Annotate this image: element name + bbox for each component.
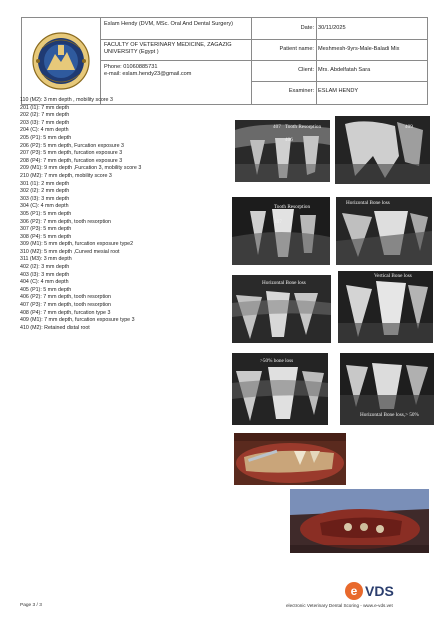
- finding-item: 303 (I3): 3 mm depth: [20, 195, 70, 202]
- examiner-value: ESLAM HENDY: [318, 88, 359, 94]
- radiograph-4: [336, 197, 432, 265]
- finding-item: 301 (I1): 2 mm depth: [20, 180, 70, 187]
- finding-item: 409 (M1): 7 mm depth, furcation exposure type 3: [20, 317, 135, 324]
- page-number: Page 3 / 3: [20, 603, 42, 608]
- university-seal-icon: [22, 18, 100, 104]
- radiograph-8-finding: Horizontal Bone loss,> 50%: [360, 412, 419, 418]
- logo-cell: [22, 18, 101, 104]
- patient-label: Patient name:: [279, 46, 314, 52]
- finding-item: 210 (M2): 7 mm depth, mobility score 3: [20, 172, 112, 179]
- patient-info: [252, 18, 427, 104]
- finding-item: 110 (M2): 3 mm depth , mobility score 3: [20, 97, 113, 103]
- date-value: 30/11/2025: [318, 25, 346, 31]
- finding-item: 408 (P4): 7 mm depth, furcation type 3: [20, 309, 111, 316]
- radiograph-1: [235, 120, 330, 182]
- finding-item: 302 (I2): 2 mm depth: [20, 188, 70, 195]
- finding-item: 201 (I1): 7 mm depth: [20, 104, 70, 111]
- finding-item: 410 (M2): Retained distal root: [20, 324, 90, 331]
- clinic-info: [101, 18, 252, 104]
- finding-item: 306 (P2): 7 mm depth, tooth resorption: [20, 218, 111, 225]
- radiograph-1-tooth-label: 407: [273, 124, 281, 130]
- finding-item: 404 (C): 4 mm depth: [20, 279, 69, 286]
- radiograph-5: [232, 275, 331, 343]
- finding-item: 305 (P1): 5 mm depth: [20, 210, 72, 217]
- radiograph-8: [340, 353, 434, 425]
- client-value: Mrs. Abdelfatah Sara: [318, 67, 371, 73]
- doctor-name: Eslam Hendy (DVM, MSc. Oral And Dental Surgery): [104, 21, 234, 27]
- finding-item: 403 (I3): 3 mm depth: [20, 271, 70, 278]
- radiograph-6: [338, 271, 433, 343]
- email: e-mail: eslam.hendy23@gmail.com: [104, 71, 192, 77]
- client-label: Client:: [298, 67, 314, 73]
- radiograph-3-finding: Tooth Resorption: [274, 204, 311, 210]
- examiner-label: Examiner:: [288, 88, 314, 94]
- finding-item: 204 (C): 4 mm depth: [20, 127, 69, 134]
- radiograph-3: [232, 197, 330, 265]
- finding-item: 407 (P3): 7 mm depth, tooth resorption: [20, 302, 111, 309]
- brand-vds-letters: VDS: [365, 583, 394, 599]
- finding-item: 205 (P1): 5 mm depth: [20, 134, 72, 141]
- finding-item: 202 (I2): 7 mm depth: [20, 112, 70, 119]
- finding-item: 208 (P4): 7 mm depth, furcation exposure 3: [20, 157, 123, 164]
- radiograph-7: [232, 353, 328, 425]
- clinical-photo-1: [234, 433, 346, 485]
- brand-tagline: electronic Veterinary Dental Scoring - www.e-vds.vet: [286, 603, 393, 608]
- radiograph-4-finding: Horizontal Bone loss: [346, 200, 390, 206]
- findings-list: [20, 97, 220, 332]
- radiograph-1-tooth-label-2: 406: [285, 137, 293, 143]
- clinical-photo-2: [290, 489, 429, 553]
- radiograph-6-finding: Vertical Bone loss: [374, 273, 412, 279]
- finding-item: 311 (M3): 3 mm depth: [20, 256, 72, 263]
- radiograph-1-finding: Tooth Resorption: [285, 124, 322, 130]
- finding-item: 405 (P1): 5 mm depth: [20, 286, 72, 293]
- finding-item: 207 (P3): 5 mm depth, furcation exposure 3: [20, 150, 123, 157]
- date-label: Date:: [300, 25, 314, 31]
- radiograph-3-tooth-label: 407: [274, 219, 282, 225]
- brand-e-letter: e: [350, 584, 358, 598]
- faculty-name: FACULTY OF VETERINARY MEDICINE, ZAGAZIG UNIVERSITY (Egypt ): [104, 42, 232, 55]
- finding-item: 203 (I3): 7 mm depth: [20, 119, 70, 126]
- finding-item: 309 (M1): 5 mm depth, furcation exposure type2: [20, 241, 134, 248]
- phone: Phone: 01060885731: [104, 64, 158, 70]
- finding-item: 307 (P3): 5 mm depth: [20, 226, 72, 233]
- patient-value: Meshmesh-9yrs-Male-Baladi Mix: [318, 46, 400, 52]
- radiograph-2-tooth-label: 409: [405, 124, 413, 130]
- finding-item: 304 (C): 4 mm depth: [20, 203, 69, 210]
- finding-item: 406 (P2): 7 mm depth, tooth resorption: [20, 294, 111, 301]
- finding-item: 310 (M2): 5 mm depth ,Curved mesial root: [20, 248, 120, 255]
- finding-item: 209 (M1): 9 mm depth ,Furcation 3, mobility score 3: [20, 165, 142, 172]
- report-header: [21, 17, 428, 105]
- radiograph-7-finding: >50% bone loss: [260, 358, 294, 364]
- finding-item: 308 (P4): 5 mm depth: [20, 233, 72, 240]
- finding-item: 402 (I2): 3 mm depth: [20, 264, 70, 271]
- radiograph-5-finding: Horizontal Bone loss: [262, 280, 306, 286]
- radiograph-2: [335, 116, 430, 184]
- finding-item: 206 (P2): 5 mm depth, Furcation exposure 3: [20, 142, 124, 149]
